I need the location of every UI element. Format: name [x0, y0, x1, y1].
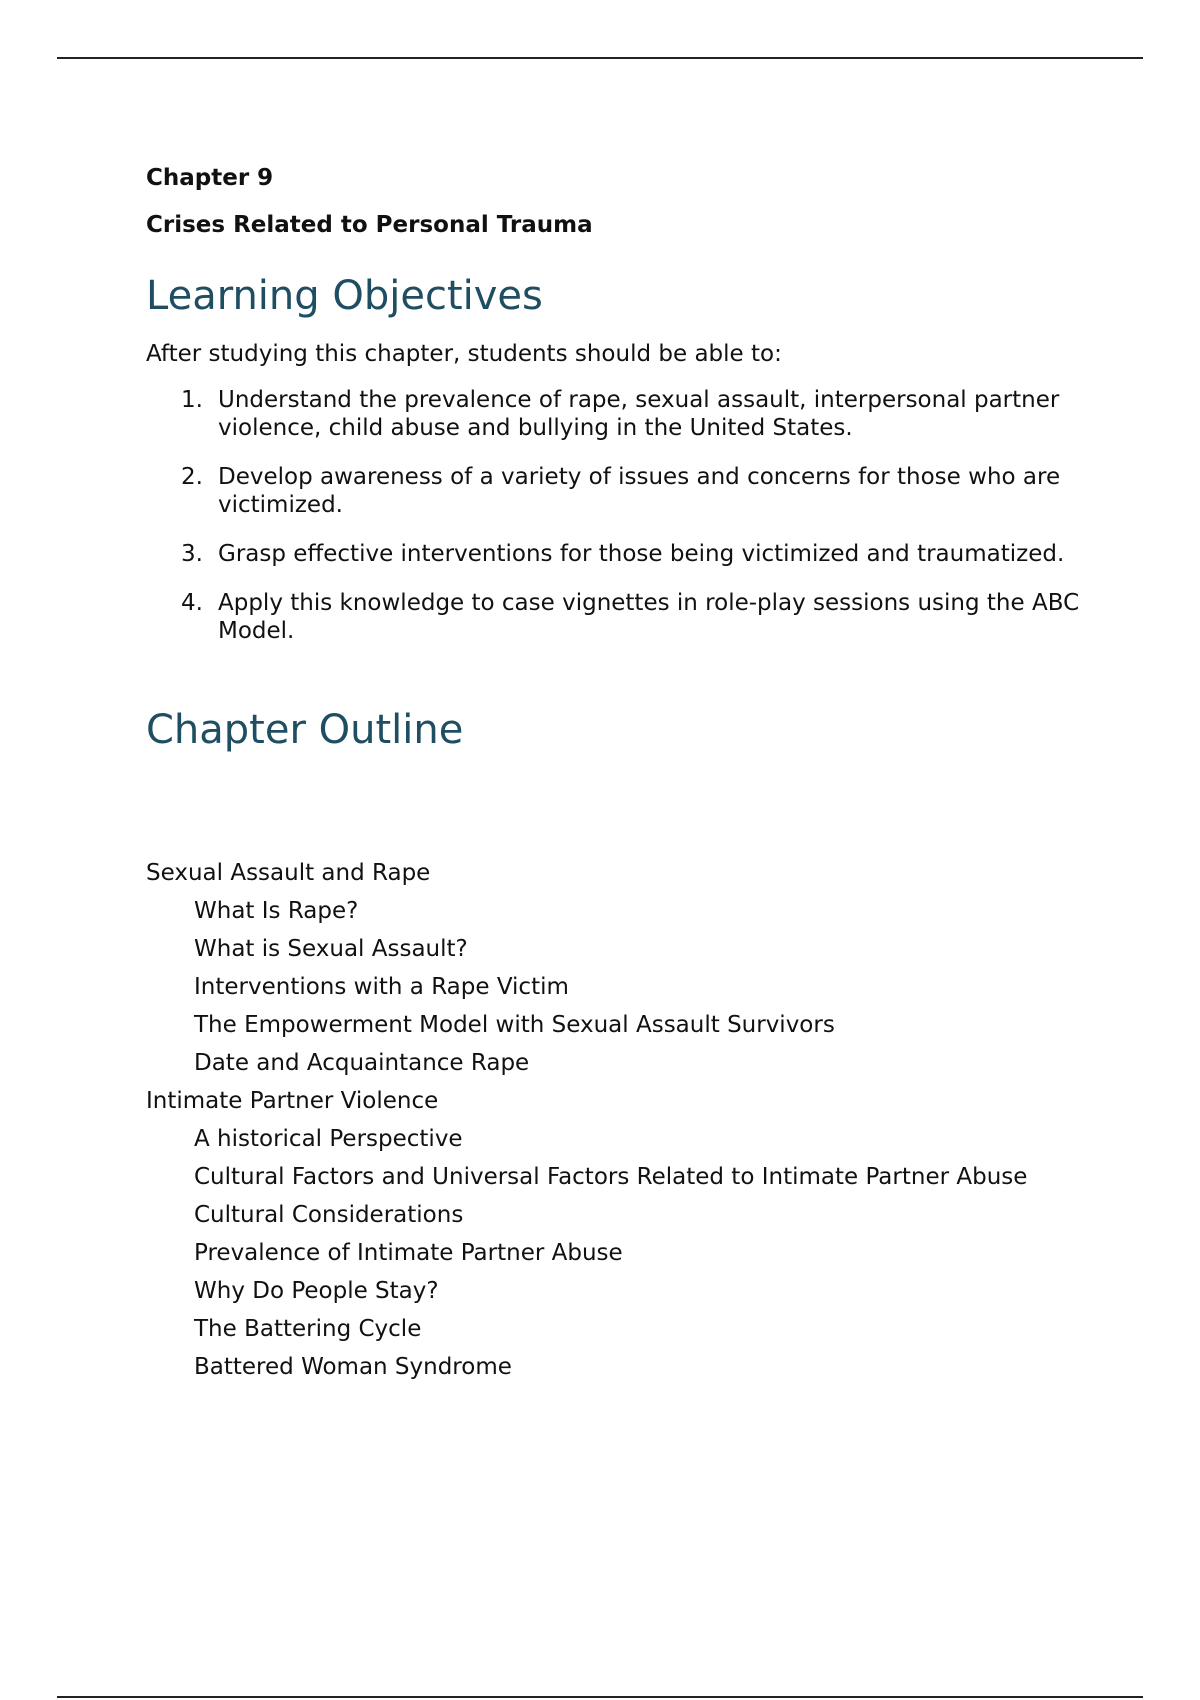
objective-number: 3. — [181, 541, 203, 567]
objective-text: Understand the prevalence of rape, sexual assault, interpersonal partner violence, child abuse and bullying in the United States. — [218, 387, 1060, 441]
outline-sub-item: Battered Woman Syndrome — [194, 1354, 512, 1380]
outline-sub-item: The Empowerment Model with Sexual Assault Survivors — [194, 1012, 835, 1038]
outline-sub-item: Interventions with a Rape Victim — [194, 974, 569, 1000]
objectives-list — [146, 386, 1086, 666]
objective-item — [146, 386, 1086, 442]
objective-item — [146, 540, 1086, 568]
outline-sub-item: The Battering Cycle — [194, 1316, 422, 1342]
outline-sub-item: A historical Perspective — [194, 1126, 463, 1152]
objective-text: Develop awareness of a variety of issues and concerns for those who are victimized. — [218, 464, 1061, 518]
outline-sub-item: Prevalence of Intimate Partner Abuse — [194, 1240, 623, 1266]
learning-objectives-heading: Learning Objectives — [146, 273, 543, 319]
objective-number: 1. — [181, 387, 203, 413]
objective-number: 4. — [181, 590, 203, 616]
objective-number: 2. — [181, 464, 203, 490]
objective-text: Grasp effective interventions for those being victimized and traumatized. — [218, 541, 1065, 567]
outline-sub-item: What Is Rape? — [194, 898, 359, 924]
objective-text: Apply this knowledge to case vignettes in role-play sessions using the ABC Model. — [218, 590, 1080, 644]
top-rule — [57, 57, 1143, 59]
chapter-outline-heading: Chapter Outline — [146, 707, 464, 753]
objective-item — [146, 589, 1086, 645]
outline-section-title: Sexual Assault and Rape — [146, 860, 431, 886]
chapter-title: Crises Related to Personal Trauma — [146, 212, 593, 238]
outline-sub-item: Why Do People Stay? — [194, 1278, 439, 1304]
outline-section-title: Intimate Partner Violence — [146, 1088, 439, 1114]
chapter-outline — [146, 859, 1086, 1391]
objective-item — [146, 463, 1086, 519]
outline-sub-item: Date and Acquaintance Rape — [194, 1050, 530, 1076]
outline-sub-item: Cultural Factors and Universal Factors Related to Intimate Partner Abuse — [194, 1164, 1028, 1190]
outline-sub-item: Cultural Considerations — [194, 1202, 464, 1228]
bottom-rule — [57, 1696, 1143, 1698]
chapter-label: Chapter 9 — [146, 165, 274, 191]
outline-sub-item: What is Sexual Assault? — [194, 936, 468, 962]
objectives-intro: After studying this chapter, students should be able to: — [146, 341, 782, 367]
